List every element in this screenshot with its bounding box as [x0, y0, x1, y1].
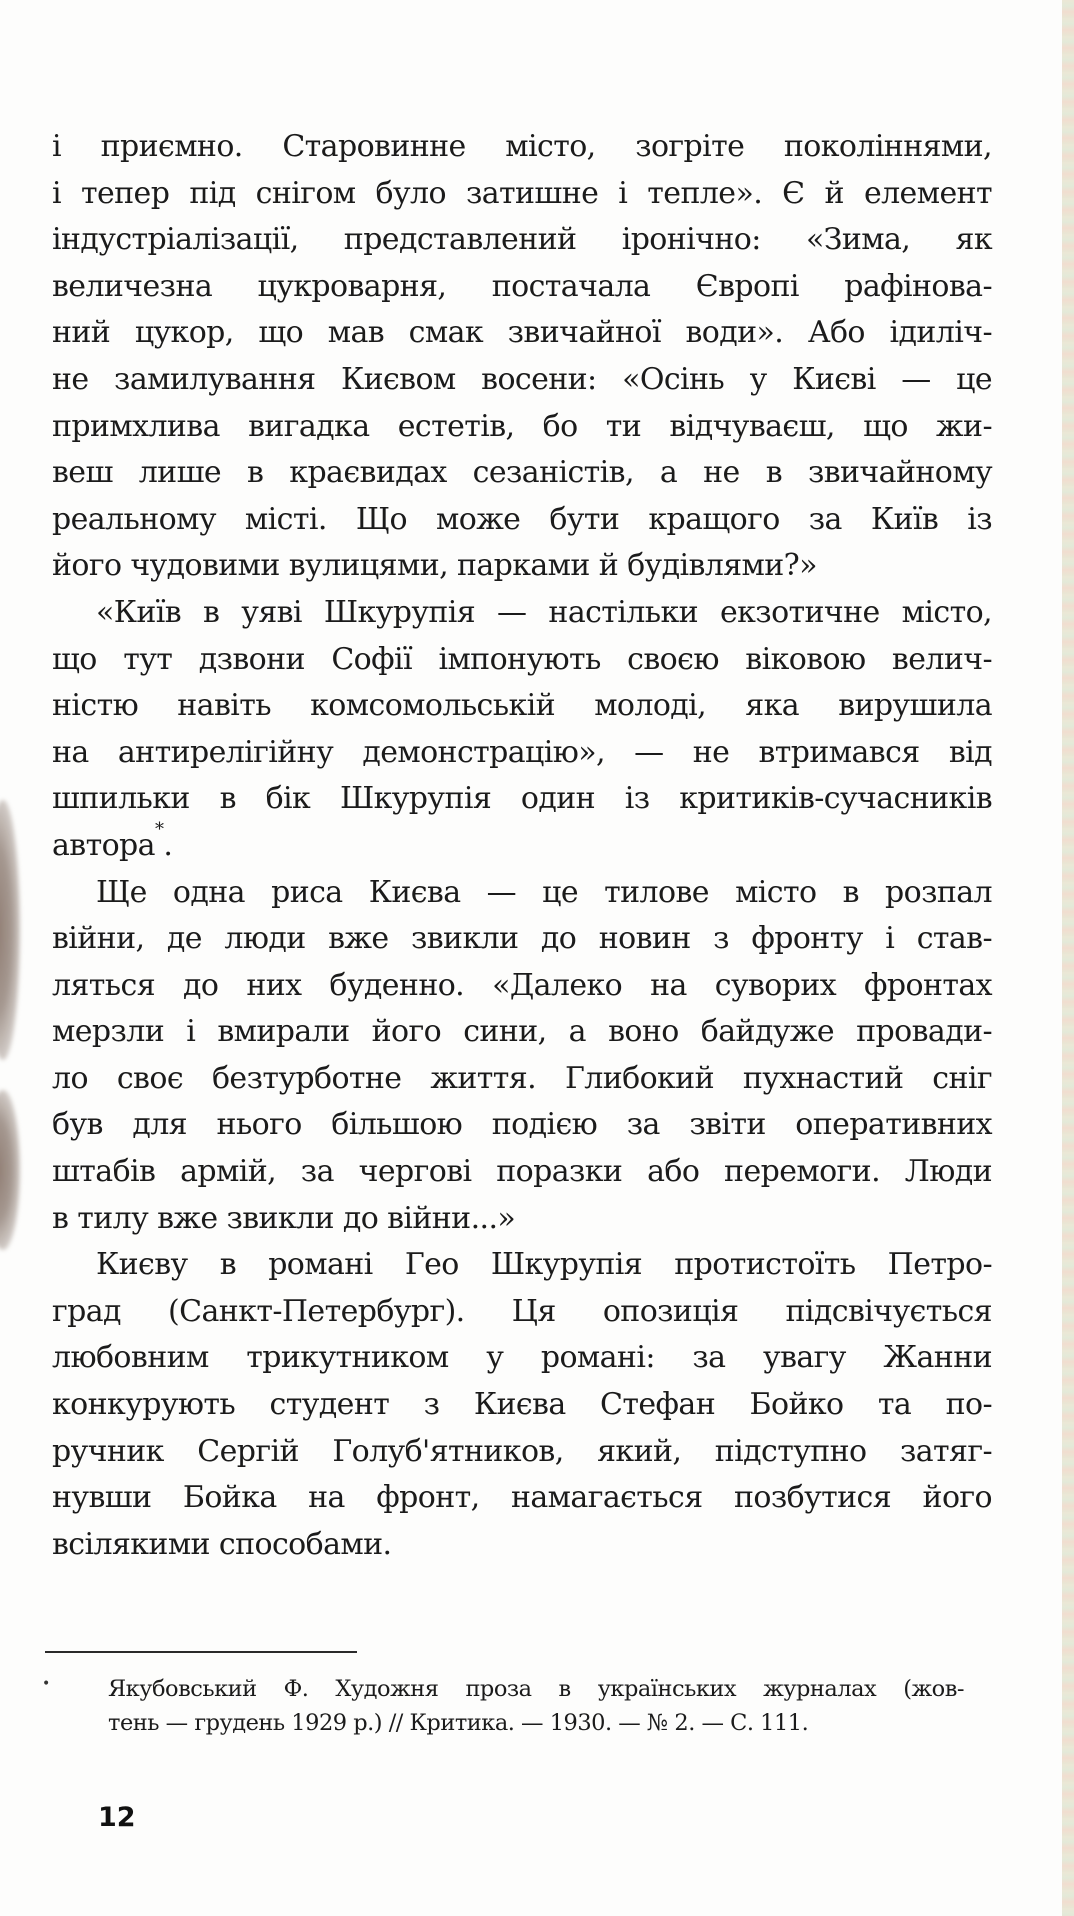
line-text: і приємно. Старовинне місто, зогріте поколіннями,: [52, 129, 992, 164]
line-text: Києву в романі Гео Шкурупія протистоїть Петро-: [96, 1247, 992, 1283]
text-line: [52, 310, 992, 357]
line-text: його чудовими вулицями, парками й будівлями?»: [52, 548, 817, 584]
text-line: [52, 171, 992, 218]
line-text: нувши Бойка на фронт, намагається позбутися його: [52, 1480, 992, 1516]
text-line: [52, 357, 992, 404]
line-text: «Київ в уяві Шкурупія — настільки екзотичне місто,: [96, 594, 992, 630]
text-line: [52, 963, 992, 1010]
line-text: і тепер під снігом було затишне і тепле». Є й елемент: [52, 175, 992, 211]
text-line: [52, 124, 992, 171]
text-line: [52, 450, 992, 497]
text-line: [52, 543, 992, 590]
footnote-marker: •: [42, 1676, 51, 1692]
text-line: [52, 1382, 992, 1429]
line-text: град (Санкт-Петербург). Ця опозиція підсвічується: [52, 1293, 992, 1329]
paragraph-first-line: [52, 870, 992, 917]
thumb-shadow: [0, 1090, 20, 1250]
text-line: [52, 1196, 992, 1243]
line-text: любовним трикутником у романі: за увагу Жанни: [52, 1340, 992, 1376]
line-text: що тут дзвони Софії імпонують своєю віковою велич-: [52, 641, 992, 677]
line-text: війни, де люди вже звикли до новин з фронту і став-: [52, 921, 992, 957]
footnote-divider: [45, 1651, 357, 1653]
text-line: [52, 1289, 992, 1336]
line-text: мерзли і вмирали його сини, а воно байдуже провади-: [52, 1014, 992, 1050]
text-line: [52, 916, 992, 963]
line-text: ляться до них буденно. «Далеко на суворих фронтах: [52, 967, 992, 1003]
line-text: ручник Сергій Голуб'ятников, який, підступно затяг-: [52, 1433, 992, 1469]
thumb-shadow: [0, 800, 20, 1060]
line-text: ло своє безтурботне життя. Глибокий пухнастий сніг: [52, 1060, 992, 1096]
paragraph-first-line: [52, 590, 992, 637]
line-text: реальному місті. Що може бути кращого за Київ із: [52, 501, 992, 537]
line-text: конкурують студент з Києва Стефан Бойко та по-: [52, 1387, 992, 1423]
line-text: всілякими способами.: [52, 1526, 392, 1562]
line-text: Ще одна риса Києва — це тилове місто в розпал: [96, 874, 992, 910]
footnote-line: Якубовський Ф. Художня проза в українських журналах (жов-: [108, 1676, 964, 1702]
text-line: [52, 264, 992, 311]
line-trailing-punctuation: .: [163, 827, 173, 863]
text-line: [52, 1335, 992, 1382]
line-text: автора: [52, 827, 155, 863]
line-text: на антирелігійну демонстрацію», — не втримався від: [52, 734, 992, 770]
page-number: 12: [98, 1802, 136, 1833]
text-line: [52, 1475, 992, 1522]
text-line: [52, 1056, 992, 1103]
text-line: [52, 404, 992, 451]
line-text: штабів армій, за чергові поразки або перемоги. Люди: [52, 1154, 992, 1190]
text-line: [52, 818, 992, 870]
text-line: [52, 1522, 992, 1569]
line-text: величезна цукроварня, постачала Європі рафінова-: [52, 268, 992, 304]
line-text: веш лише в краєвидах сезаністів, а не в звичайному: [52, 455, 992, 491]
text-line: [52, 730, 992, 777]
text-line: [52, 497, 992, 544]
line-text: шпильки в бік Шкурупія один із критиків-сучасників: [52, 781, 992, 817]
text-line: [52, 637, 992, 684]
text-line: [52, 683, 992, 730]
line-text: індустріалізації, представлений іронічно: «Зима, як: [52, 222, 992, 258]
text-line: [52, 1009, 992, 1056]
line-text: був для нього більшою подією за звіти оперативних: [52, 1107, 992, 1143]
footnote: [108, 1672, 964, 1740]
body-text: [52, 124, 992, 1568]
text-line: [52, 776, 992, 823]
line-text: в тилу вже звикли до війни...»: [52, 1200, 516, 1236]
text-line: [52, 217, 992, 264]
footnote-reference[interactable]: *: [154, 818, 164, 840]
text-line: [52, 1102, 992, 1149]
footnote-line: тень — грудень 1929 р.) // Критика. — 1930. — № 2. — С. 111.: [108, 1710, 809, 1736]
text-line: [52, 1149, 992, 1196]
line-text: ністю навіть комсомольській молоді, яка вирушила: [52, 688, 992, 724]
line-text: ний цукор, що мав смак звичайної води». Або ідиліч-: [52, 315, 992, 351]
line-text: не замилування Києвом восени: «Осінь у Києві — це: [52, 361, 992, 397]
line-text: примхлива вигадка естетів, бо ти відчуваєш, що жи-: [52, 408, 992, 444]
page-edge: [1062, 0, 1074, 1916]
paragraph-first-line: [52, 1242, 992, 1289]
text-line: [52, 1429, 992, 1476]
